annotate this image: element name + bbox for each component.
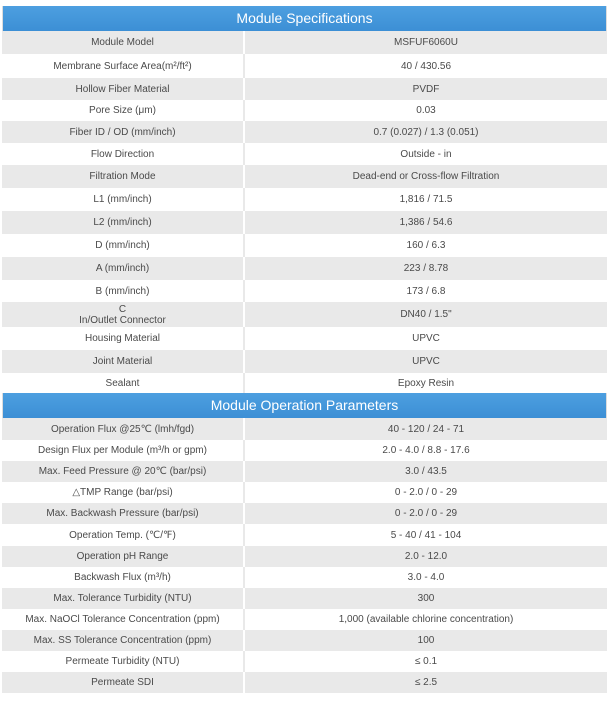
row-label-text: Pore Size (μm) bbox=[89, 105, 156, 116]
row-label bbox=[2, 121, 244, 143]
table-row bbox=[2, 188, 607, 211]
row-label-text: Module Model bbox=[91, 37, 154, 48]
row-value: Epoxy Resin bbox=[244, 373, 607, 393]
row-value: 160 / 6.3 bbox=[244, 234, 607, 257]
table-row bbox=[2, 482, 607, 503]
row-value: ≤ 0.1 bbox=[244, 651, 607, 672]
table-row bbox=[2, 31, 607, 54]
table-row bbox=[2, 418, 607, 440]
module-operation-parameters-header: Module Operation Parameters bbox=[2, 393, 607, 418]
row-value: 40 - 120 / 24 - 71 bbox=[244, 418, 607, 440]
table-row bbox=[2, 100, 607, 121]
row-label-text: △TMP Range (bar/psi) bbox=[72, 487, 173, 498]
row-label-text: L2 (mm/inch) bbox=[93, 217, 152, 228]
row-value: 0 - 2.0 / 0 - 29 bbox=[244, 482, 607, 503]
table-row bbox=[2, 588, 607, 609]
row-value: 1,816 / 71.5 bbox=[244, 188, 607, 211]
table-row bbox=[2, 327, 607, 350]
table-row bbox=[2, 211, 607, 234]
table-row bbox=[2, 630, 607, 651]
row-label bbox=[2, 609, 244, 630]
row-label bbox=[2, 546, 244, 567]
row-label-text: Fiber ID / OD (mm/inch) bbox=[69, 126, 176, 138]
row-label bbox=[2, 461, 244, 482]
row-value: 1,386 / 54.6 bbox=[244, 211, 607, 234]
row-label bbox=[2, 280, 244, 302]
row-value: 2.0 - 4.0 / 8.8 - 17.6 bbox=[244, 440, 607, 461]
row-label bbox=[2, 440, 244, 461]
row-label bbox=[2, 567, 244, 588]
row-value: PVDF bbox=[244, 78, 607, 100]
table-row bbox=[2, 165, 607, 188]
row-label-text: Housing Material bbox=[84, 333, 161, 344]
row-value: ≤ 2.5 bbox=[244, 672, 607, 693]
row-label-text: Max. NaOCl Tolerance Concentration (ppm) bbox=[25, 614, 220, 625]
row-label bbox=[2, 78, 244, 100]
row-label-text: Max. Tolerance Turbidity (NTU) bbox=[53, 593, 192, 604]
row-label bbox=[2, 257, 244, 280]
row-label-text: Operation pH Range bbox=[76, 551, 169, 562]
row-label-text: Operation Flux @25℃ (lmh/fgd) bbox=[50, 423, 195, 435]
row-value: 1,000 (available chlorine concentration) bbox=[244, 609, 607, 630]
table-row bbox=[2, 651, 607, 672]
row-label bbox=[2, 188, 244, 211]
row-label bbox=[2, 651, 244, 672]
table-row bbox=[2, 546, 607, 567]
row-label bbox=[2, 302, 244, 327]
row-label bbox=[2, 482, 244, 503]
table-row bbox=[2, 503, 607, 524]
row-label-text: Max. SS Tolerance Concentration (ppm) bbox=[33, 635, 212, 646]
row-label-text: Backwash Flux (m³/h) bbox=[74, 572, 171, 583]
row-value: UPVC bbox=[244, 350, 607, 373]
row-value: 300 bbox=[244, 588, 607, 609]
row-label-text: Membrane Surface Area(m²/ft²) bbox=[53, 60, 192, 72]
row-label bbox=[2, 672, 244, 693]
row-value: UPVC bbox=[244, 327, 607, 350]
row-value: 0.03 bbox=[244, 100, 607, 121]
table-row bbox=[2, 373, 607, 393]
row-label bbox=[2, 503, 244, 524]
row-value: Dead-end or Cross-flow Filtration bbox=[244, 165, 607, 188]
row-label-text: Joint Material bbox=[92, 356, 153, 367]
row-label-text: Flow Direction bbox=[90, 148, 155, 160]
row-label-text: Permeate SDI bbox=[91, 677, 154, 688]
row-label-text: Operation Temp. (℃/℉) bbox=[69, 529, 176, 541]
row-label-text: Permeate Turbidity (NTU) bbox=[65, 656, 180, 667]
row-label bbox=[2, 211, 244, 234]
row-label-text: B (mm/inch) bbox=[95, 285, 150, 297]
row-value: 5 - 40 / 41 - 104 bbox=[244, 524, 607, 546]
row-label-text: L1 (mm/inch) bbox=[93, 194, 152, 205]
table-row bbox=[2, 54, 607, 78]
row-label bbox=[2, 418, 244, 440]
row-label-text: Max. Feed Pressure @ 20℃ (bar/psi) bbox=[38, 466, 207, 477]
row-label bbox=[2, 524, 244, 546]
row-value: DN40 / 1.5" bbox=[244, 302, 607, 327]
row-value: 2.0 - 12.0 bbox=[244, 546, 607, 567]
row-label-text: C bbox=[118, 303, 127, 315]
row-label bbox=[2, 630, 244, 651]
row-label-subtext: In/Outlet Connector bbox=[79, 314, 166, 326]
module-operation-parameters-table bbox=[2, 418, 607, 693]
row-label-text: Filtration Mode bbox=[89, 171, 156, 182]
table-row bbox=[2, 121, 607, 143]
row-value: 0 - 2.0 / 0 - 29 bbox=[244, 503, 607, 524]
row-label bbox=[2, 143, 244, 165]
table-row bbox=[2, 78, 607, 100]
row-value: 3.0 / 43.5 bbox=[244, 461, 607, 482]
row-value: 0.7 (0.027) / 1.3 (0.051) bbox=[244, 121, 607, 143]
row-label-text: Design Flux per Module (m³/h or gpm) bbox=[38, 445, 207, 456]
table-row bbox=[2, 672, 607, 693]
table-row bbox=[2, 524, 607, 546]
row-label bbox=[2, 31, 244, 54]
row-label bbox=[2, 54, 244, 78]
table-row bbox=[2, 143, 607, 165]
row-value: 3.0 - 4.0 bbox=[244, 567, 607, 588]
row-label-text: Sealant bbox=[105, 377, 140, 389]
table-row bbox=[2, 609, 607, 630]
row-label-text: D (mm/inch) bbox=[95, 240, 150, 251]
row-label bbox=[2, 373, 244, 393]
table-row bbox=[2, 461, 607, 482]
row-label bbox=[2, 327, 244, 350]
row-label bbox=[2, 234, 244, 257]
table-row bbox=[2, 567, 607, 588]
row-label bbox=[2, 100, 244, 121]
table-row bbox=[2, 280, 607, 302]
module-specifications-header: Module Specifications bbox=[2, 6, 607, 31]
row-label bbox=[2, 588, 244, 609]
row-label-text: Hollow Fiber Material bbox=[75, 83, 170, 95]
row-value: 223 / 8.78 bbox=[244, 257, 607, 280]
row-label-text: Max. Backwash Pressure (bar/psi) bbox=[46, 508, 199, 519]
row-label-text: A (mm/inch) bbox=[95, 263, 150, 274]
module-specifications-table bbox=[2, 31, 607, 393]
table-row bbox=[2, 257, 607, 280]
table-row bbox=[2, 440, 607, 461]
row-value: 173 / 6.8 bbox=[244, 280, 607, 302]
table-row bbox=[2, 234, 607, 257]
row-value: Outside - in bbox=[244, 143, 607, 165]
row-label bbox=[2, 165, 244, 188]
table-row bbox=[2, 350, 607, 373]
row-value: 40 / 430.56 bbox=[244, 54, 607, 78]
table-row bbox=[2, 302, 607, 327]
row-value: MSFUF6060U bbox=[244, 31, 607, 54]
row-label bbox=[2, 350, 244, 373]
row-value: 100 bbox=[244, 630, 607, 651]
